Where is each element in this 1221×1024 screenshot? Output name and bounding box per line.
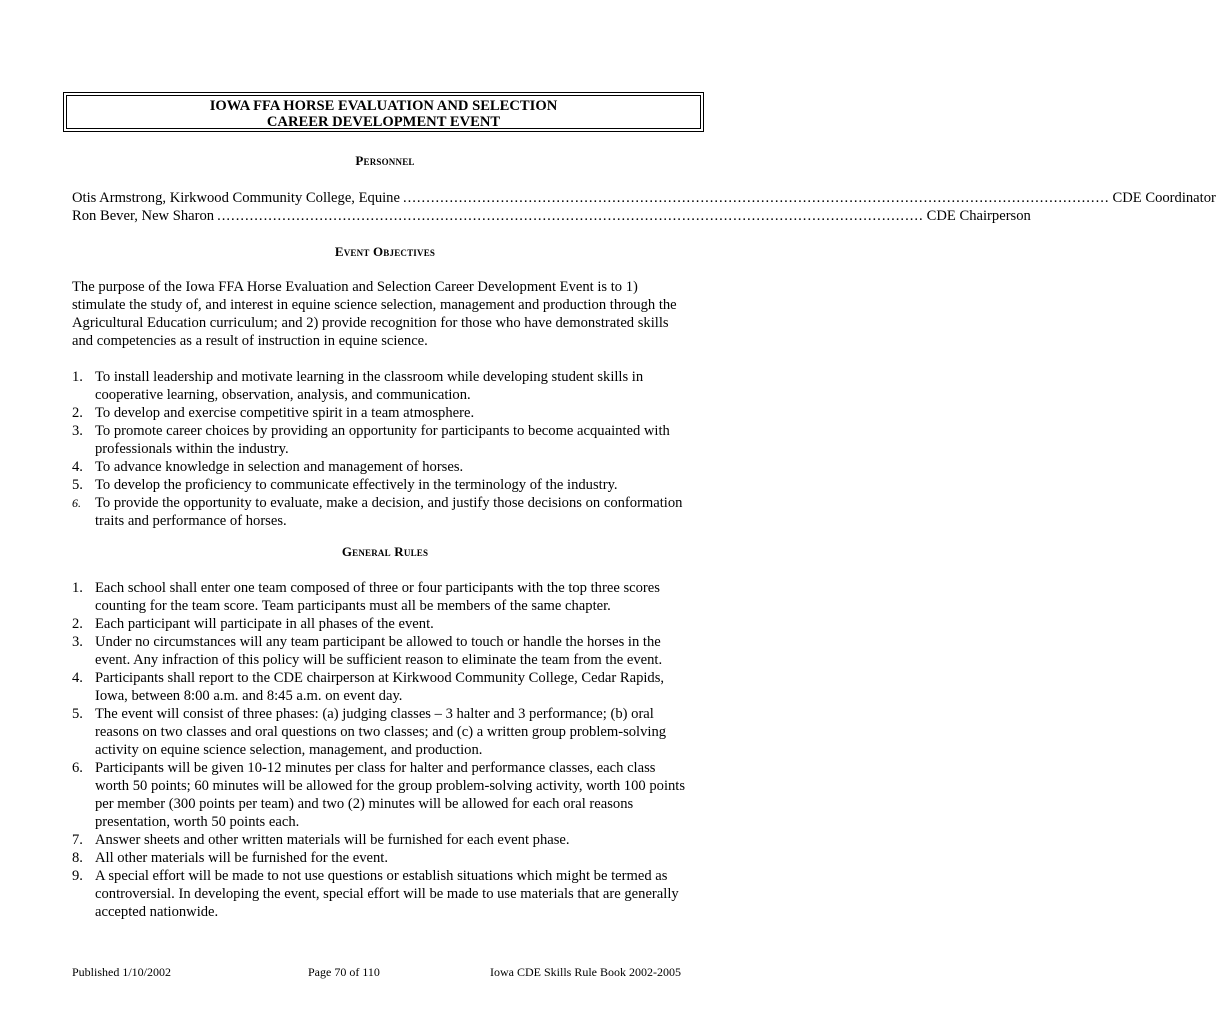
title-box	[63, 92, 704, 132]
item-number: 3.	[72, 634, 83, 650]
list-item	[72, 494, 692, 530]
item-number: 7.	[72, 832, 83, 848]
personnel-name: Ron Bever, New Sharon	[72, 208, 215, 224]
list-item	[72, 867, 692, 921]
list-item	[72, 759, 692, 831]
item-number: 9.	[72, 868, 83, 884]
item-text: Under no circumstances will any team participant be allowed to touch or handle the horses in the event. Any infraction of this policy will be sufficient reason to eliminate the team from the event.	[95, 634, 663, 668]
objectives-intro: The purpose of the Iowa FFA Horse Evaluation and Selection Career Development Event is to 1) stimulate the study of, and interest in equine science selection, management and production through the Agricultural Education curriculum; and 2) provide recognition for those who have demonstrated skills and competencies as a result of instruction in equine science.	[72, 279, 677, 349]
item-number: 2.	[72, 616, 83, 632]
item-number: 1.	[72, 580, 83, 596]
objectives-list	[72, 368, 692, 530]
title-inner	[66, 95, 701, 129]
list-item	[72, 705, 692, 759]
list-item	[72, 615, 692, 633]
list-item	[72, 422, 692, 458]
footer-published: Published 1/10/2002	[72, 965, 172, 979]
item-text: To develop the proficiency to communicate effectively in the terminology of the industry.	[95, 477, 618, 493]
item-number: 6.	[72, 496, 81, 510]
item-text: To promote career choices by providing an opportunity for participants to become acquainted with professionals within the industry.	[95, 423, 670, 457]
item-text: Each school shall enter one team composed of three or four participants with the top three scores counting for the team score. Team participants must all be members of the same chapter.	[95, 580, 660, 614]
personnel-row-chairperson	[72, 207, 1031, 225]
personnel-heading: Personnel	[355, 153, 415, 168]
item-number: 4.	[72, 459, 83, 475]
item-text: Answer sheets and other written materials will be furnished for each event phase.	[95, 832, 570, 848]
list-item	[72, 368, 692, 404]
item-text: The event will consist of three phases: (a) judging classes – 3 halter and 3 performance; (b) oral reasons on two classes and oral questions on two classes; and (c) a written group problem-solving activity on equine science selection, management, and production.	[95, 706, 667, 758]
leader-dots: ........................................................................................................................................................	[217, 208, 924, 224]
rules-list	[72, 579, 692, 921]
item-number: 2.	[72, 405, 83, 421]
list-item	[72, 404, 692, 422]
list-item	[72, 831, 692, 849]
item-text: To install leadership and motivate learning in the classroom while developing student skills in cooperative learning, observation, analysis, and communication.	[95, 369, 644, 403]
footer-book-title: Iowa CDE Skills Rule Book 2002-2005	[490, 965, 681, 979]
list-item	[72, 579, 692, 615]
item-text: Participants will be given 10-12 minutes per class for halter and performance classes, each class worth 50 points; 60 minutes will be allowed for the group problem-solving activity, worth 100 points per member (300 points per team) and two (2) minutes will be allowed for each oral reasons presentation, worth 50 points each.	[95, 760, 686, 830]
item-number: 1.	[72, 369, 83, 385]
item-text: To advance knowledge in selection and management of horses.	[95, 459, 464, 475]
objectives-heading: Event Objectives	[334, 244, 436, 259]
item-text: All other materials will be furnished for the event.	[95, 850, 389, 866]
personnel-name: Otis Armstrong, Kirkwood Community College, Equine	[72, 190, 400, 206]
item-number: 6.	[72, 760, 83, 776]
list-item	[72, 669, 692, 705]
rules-heading: General Rules	[341, 544, 429, 559]
item-text: Participants shall report to the CDE chairperson at Kirkwood Community College, Cedar Rapids, Iowa, between 8:00 a.m. and 8:45 a.m. on event day.	[95, 670, 665, 704]
title-line-1: IOWA FFA HORSE EVALUATION AND SELECTION	[209, 98, 558, 114]
list-item	[72, 633, 692, 669]
item-text: Each participant will participate in all phases of the event.	[95, 616, 434, 632]
leader-dots: ........................................................................................................................................................	[402, 190, 1110, 206]
item-text: To develop and exercise competitive spirit in a team atmosphere.	[95, 405, 475, 421]
item-text: A special effort will be made to not use questions or establish situations which might be termed as controversial. In developing the event, special effort will be made to use materials that are generally accepted nationwide.	[95, 868, 679, 920]
personnel-role: CDE Coordinator	[1112, 190, 1216, 206]
personnel-role: CDE Chairperson	[926, 208, 1031, 224]
list-item	[72, 476, 692, 494]
item-text: To provide the opportunity to evaluate, make a decision, and justify those decisions on conformation traits and performance of horses.	[95, 495, 683, 529]
list-item	[72, 458, 692, 476]
list-item	[72, 849, 692, 867]
footer-page-number: Page 70 of 110	[308, 965, 380, 979]
personnel-row-coordinator	[72, 189, 1216, 207]
title-line-2: CAREER DEVELOPMENT EVENT	[266, 114, 501, 130]
item-number: 3.	[72, 423, 83, 439]
item-number: 5.	[72, 477, 83, 493]
item-number: 8.	[72, 850, 83, 866]
item-number: 4.	[72, 670, 83, 686]
item-number: 5.	[72, 706, 83, 722]
